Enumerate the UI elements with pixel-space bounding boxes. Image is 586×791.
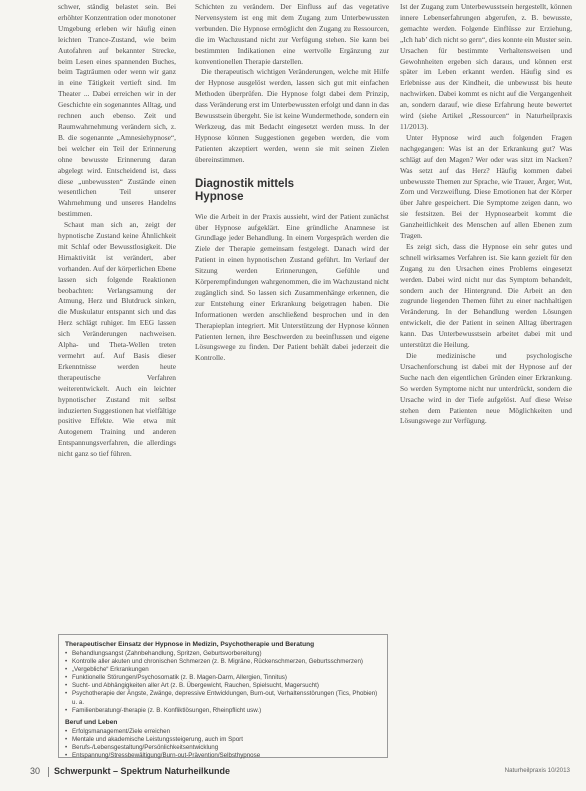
- paragraph: schwer, ständig belastet sein. Bei erhöhter Konzentration oder monotoner Umgebung erleben wir häufig einen leichten Trance-Zustand, wie beim Autofahren auf bekannter Strecke, beim Lesen eines spannenden Buches, beim Tagträumen oder wenn wir ganz in eine Tätigkeit vertieft sind. Im Theater ... Dabei erreichen wir in der Geschichte ein sogenanntes Alltag, und rechnen auch ebenso. Zeit und Raumwahrnehmung verändern sich, z. B. die sogenannte „Amnesiehypnose“, bei welcher ein Teil der Erinnerung ohne bewusste Erinnerung daran abgelegt wird. Entscheidend ist, dass diese „unbewussten“ Zustände einen wesentlichen Teil unserer Wahrnehmung und unseres Handelns bestimmen.: [58, 2, 176, 219]
- list-item: • Familienberatung/-therapie (z. B. Konfliktlösungen, Rheinpflicht usw.): [65, 707, 381, 715]
- paragraph: Schichten zu verändern. Der Einfluss auf das vegetative Nervensystem ist eng mit dem Zugang zum Unterbewussten verbunden. Die Hypnose ermöglicht den Zugang zu Ressourcen, die im Wachzustand nicht zur Verfügung stehen. Sie kann bei bestimmten Indikationen eine wertvolle Ergänzung zur konventionellen Therapie darstellen.: [195, 2, 389, 66]
- page-footer: [30, 766, 570, 780]
- list-item: • Mentale und akademische Leistungssteigerung, auch im Sport: [65, 736, 381, 744]
- list-item: • Sucht- und Abhängigkeiten aller Art (z. B. Übergewicht, Rauchen, Spielsucht, Magersucht): [65, 682, 381, 690]
- list-item: • Behandlungsangst (Zahnbehandlung, Spritzen, Geburtsvorbereitung): [65, 650, 381, 658]
- paragraph: Die medizinische und psychologische Ursachenforschung ist dabei mit der Hypnose auf der Suche nach den eigentlichen Gründen einer Erkrankung. So werden Symptome nicht nur unterdrückt, sondern die Ursache wird in der Tiefe aufgelöst. Auf diese Weise stehen dem Patienten neue Möglichkeiten und Lösungswege zur Verfügung.: [400, 351, 572, 426]
- list-item: • Psychotherapie der Ängste, Zwänge, depressive Entwicklungen, Burn-out, Verhaltensstörungen (Tics, Phobien) u. a.: [65, 690, 381, 706]
- section-title: Schwerpunkt – Spektrum Naturheilkunde: [54, 766, 231, 776]
- section-heading: Diagnostik mittels Hypnose: [195, 177, 295, 203]
- list-item: • Kontrolle aller akuten und chronischen Schmerzen (z. B. Migräne, Rückenschmerzen, Geburtsschmerzen): [65, 658, 381, 666]
- list-item: • Berufs-/Lebensgestaltung/Persönlichkeitsentwicklung: [65, 744, 381, 752]
- footer-divider: [48, 767, 49, 777]
- paragraph: Die therapeutisch wichtigen Veränderungen, welche mit Hilfe der Hypnose ausgelöst werden, lassen sich gut mit einfachen Methoden überprüfen. Die Hypnose folgt dabei dem Prinzip, dass Veränderung erst im Unterbewussten erfolgt und dann in das Bewusstsein übergeht. Sie ist keine Wundermethode, sondern ein Werkzeug, das mit Bedacht eingesetzt werden muss. In der Hypnose können Suggestionen gegeben werden, die vom Patienten akzeptiert werden, wenn sie mit seinen Zielen übereinstimmen.: [195, 67, 389, 164]
- info-box: [58, 634, 388, 758]
- paragraph: Schaut man sich an, zeigt der hypnotische Zustand keine Ähnlichkeit mit Schlaf oder Bewusstlosigkeit. Die Hirnaktivität ist verändert, aber vorhanden. Auf der körperlichen Ebene lassen sich folgende Reaktionen beobachten: Verlangsamung der Atmung, Herz und Blutdruck sinken, die Muskulatur entspannt sich und das Herz schlägt ruhiger. Im EEG lassen sich Veränderungen nachweisen. Alpha- und Theta-Wellen treten vermehrt auf. Auf Basis dieser Erkenntnisse werden heute therapeutische Verfahren weiterentwickelt. Auch ein leichter hypnotischer Zustand mit selbst induzierten Suggestionen hat vielfältige positive Effekte. Wie etwa mit Autogenem Training und anderen Entspannungsverfahren, die allerdings nicht ganz so tief führen.: [58, 220, 176, 459]
- list-item: • „Vergebliche“ Erkrankungen: [65, 666, 381, 674]
- issue-label: Naturheilpraxis 10/2013: [504, 767, 570, 774]
- career-list: [65, 728, 381, 760]
- text-column-left: [58, 2, 176, 460]
- box-subtitle: Beruf und Leben: [65, 718, 118, 726]
- indication-list: [65, 650, 381, 715]
- page-number: 30: [30, 766, 41, 776]
- text-column-right: [400, 2, 572, 427]
- text-column-middle: [195, 2, 389, 364]
- paragraph: Es zeigt sich, dass die Hypnose ein sehr gutes und schnell wirksames Verfahren ist. Sie kann gezielt für den Zugang zu den Ursachen eines Problems eingesetzt werden. Dabei wird nicht nur das Symptom behandelt, sondern auch der Hintergrund. Die Arbeit an den zugrunde liegenden Themen führt zu einer nachhaltigen Veränderung. In der Behandlung werden Lösungen entwickelt, die der Patient in seinen Alltag übertragen kann. Das Unterbewusstsein arbeitet dabei mit und unterstützt die Heilung.: [400, 241, 572, 350]
- paragraph: Ist der Zugang zum Unterbewusstsein hergestellt, können innere Lebenserfahrungen abgerufen, z. B. bewusste, gemachte werden. Folgende Einflüsse zur Erziehung, „Ich hab’ dich nicht so gern“, dies konnte ein Muster sein. Ursachen für bestimmte Verhaltensweisen und Gewohnheiten ergeben sich daraus, und können erst später im Leben erkannt werden. Häufig sind es Erlebnisse aus der Kindheit, die unbewusst bis heute nachwirken. Dabei kommt es nicht auf die Vergangenheit an, sondern darauf, wie diese Erfahrung heute bewertet wird (siehe Artikel „Ressourcen“ in Naturheilpraxis 11/2013).: [400, 2, 572, 131]
- list-item: • Entspannung/Stressbewältigung/Burn-out-Prävention/Selbsthypnose: [65, 752, 381, 760]
- paragraph: Unter Hypnose wird auch folgenden Fragen nachgegangen: Was ist an der Erkrankung gut? Was schlägt auf den Magen? Wer oder was sitzt im Nacken? Was setzt auf das Herz? Häufig kommen dabei unbewusste Themen zur Sprache, wie Trauer, Ärger, Wut, Zorn und Verzweiflung. Diese Emotionen hat der Körper über Jahre gespeichert. Die Symptome zeigen dann, wo sie festsitzen. Bei der Hypnosearbeit kommt die Ganzheitlichkeit des Menschen auf allen Ebenen zum Tragen.: [400, 132, 572, 241]
- paragraph: Wie die Arbeit in der Praxis aussieht, wird der Patient zunächst über Hypnose aufgeklärt. Eine gründliche Anamnese ist Grundlage jeder Behandlung. In einem Vorgespräch werden die Ziele der Therapie gemeinsam festgelegt. Danach wird der Patient in einen hypnotischen Zustand geführt. Im Verlauf der Sitzung werden Erinnerungen, Gefühle und Körperempfindungen wahrgenommen, die im Wachzustand nicht zugänglich sind. So lassen sich Zusammenhänge erkennen, die zur Entstehung einer Erkrankung beigetragen haben. Die Informationen werden anschließend besprochen und in den Therapieplan integriert. Mit Unterstützung der Hypnose können Patienten lernen, ihre Beschwerden zu beeinflussen und eigene Lösungswege zu finden. Der Patient behält dabei jederzeit die Kontrolle.: [195, 211, 389, 363]
- list-item: • Funktionelle Störungen/Psychosomatik (z. B. Magen-Darm, Allergien, Tinnitus): [65, 674, 381, 682]
- list-item: • Erfolgsmanagement/Ziele erreichen: [65, 728, 381, 736]
- box-title: Therapeutischer Einsatz der Hypnose in Medizin, Psychotherapie und Beratung: [65, 641, 315, 648]
